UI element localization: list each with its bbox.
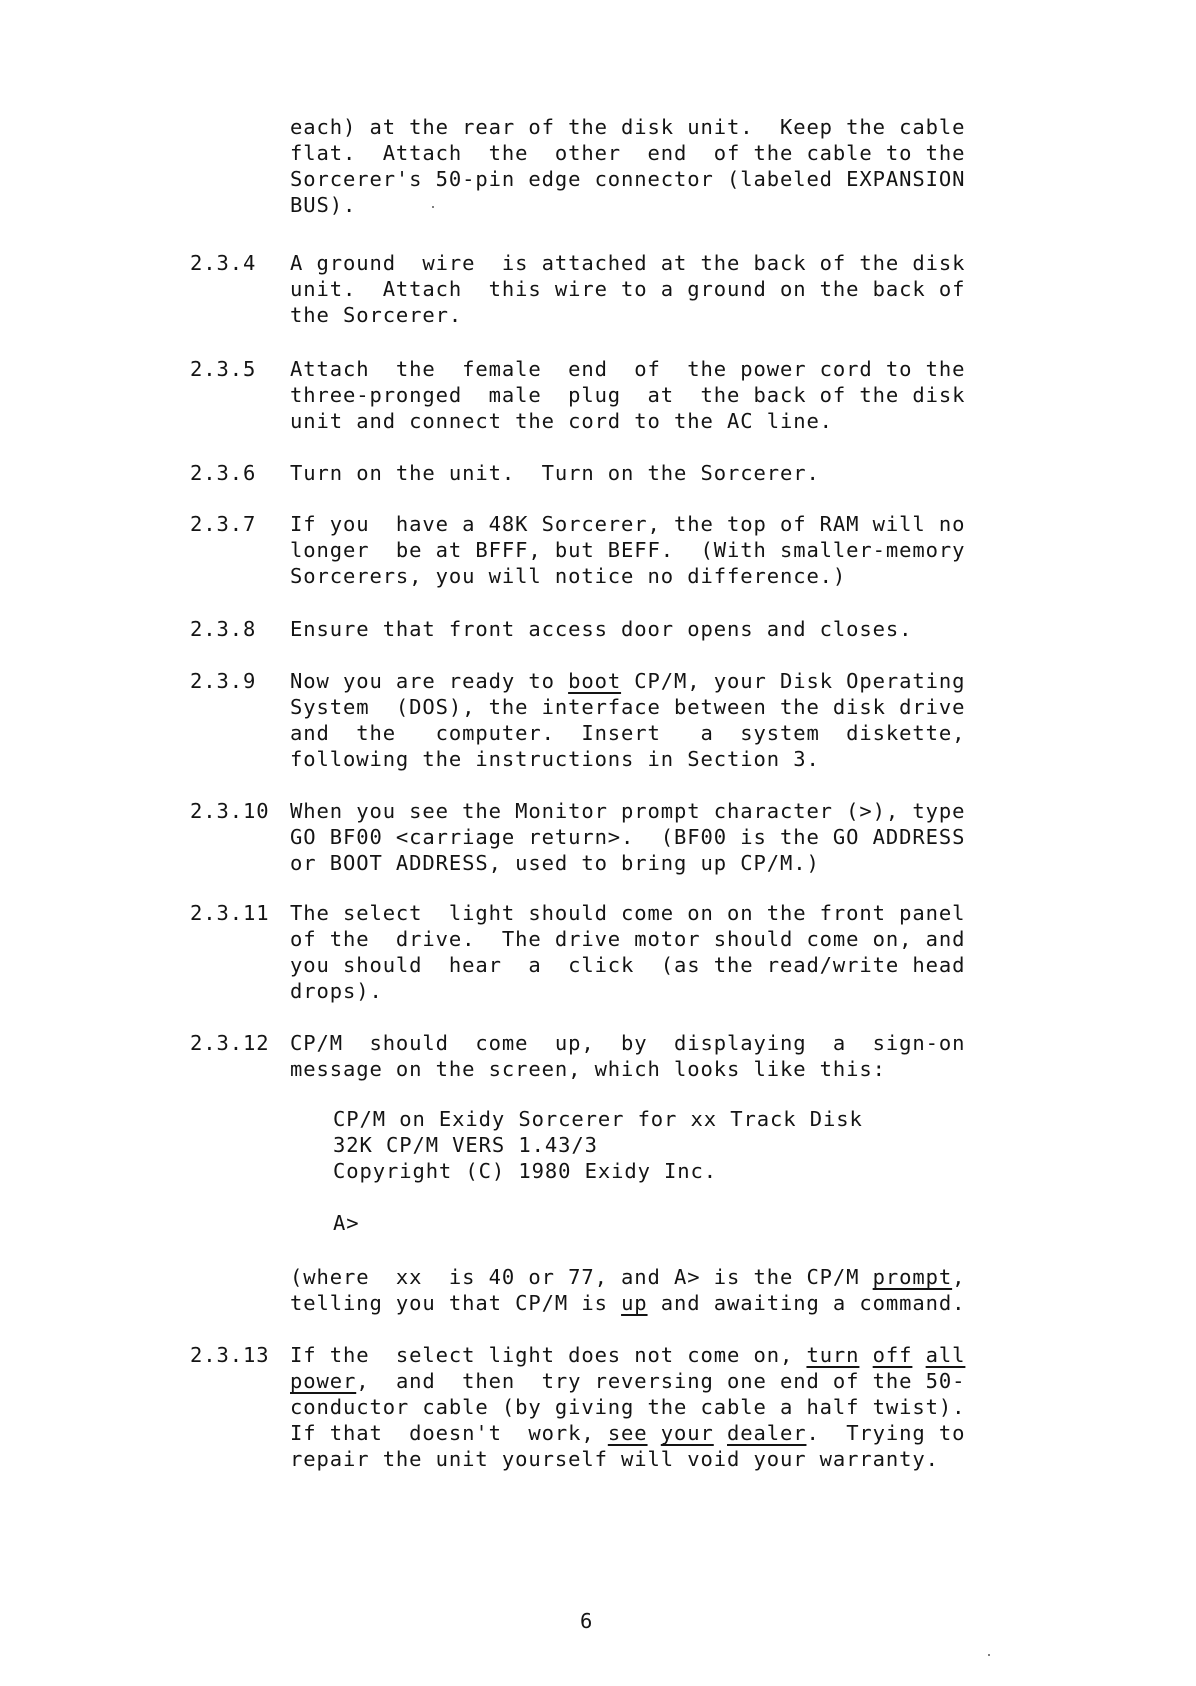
underlined-term: dealer bbox=[727, 1421, 807, 1445]
section-number: 2.3.11 bbox=[190, 901, 270, 925]
underlined-term: see bbox=[607, 1421, 648, 1445]
text-line: and the computer. Insert a system diskette, bbox=[290, 721, 966, 745]
text-line: GO BF00 <carriage return>. (BF00 is the GO ADDRESS bbox=[290, 825, 966, 849]
sign-on-line: Copyright (C) 1980 Exidy Inc. bbox=[333, 1159, 718, 1183]
text-line: System (DOS), the interface between the disk drive bbox=[290, 695, 966, 719]
text-run: If that doesn't work, bbox=[290, 1421, 608, 1445]
sign-on-line: CP/M on Exidy Sorcerer for xx Track Disk bbox=[333, 1107, 863, 1131]
section-number: 2.3.7 bbox=[190, 512, 257, 536]
text-line: CP/M should come up, by displaying a sign-on bbox=[290, 1031, 966, 1055]
text-run bbox=[859, 1343, 872, 1367]
text-line: BUS). bbox=[290, 193, 357, 217]
text-line: Sorcerers, you will notice no difference.) bbox=[290, 564, 847, 588]
text-run bbox=[648, 1421, 661, 1445]
text-line: conductor cable (by giving the cable a half twist). bbox=[290, 1395, 966, 1419]
text-run: telling you that CP/M is bbox=[290, 1291, 622, 1315]
section-number: 2.3.5 bbox=[190, 357, 257, 381]
section-number: 2.3.10 bbox=[190, 799, 270, 823]
text-run: . Trying to bbox=[806, 1421, 966, 1445]
scan-speck bbox=[432, 206, 434, 208]
text-line: flat. Attach the other end of the cable to the bbox=[290, 141, 966, 165]
text-line bbox=[290, 1290, 965, 1316]
text-line: following the instructions in Section 3. bbox=[290, 747, 820, 771]
text-line: or BOOT ADDRESS, used to bring up CP/M.) bbox=[290, 851, 820, 875]
text-line: unit and connect the cord to the AC line. bbox=[290, 409, 833, 433]
section-number: 2.3.12 bbox=[190, 1031, 270, 1055]
text-run bbox=[912, 1343, 925, 1367]
text-line bbox=[290, 1264, 965, 1290]
text-line: Turn on the unit. Turn on the Sorcerer. bbox=[290, 461, 820, 485]
text-run: If the select light does not come on, bbox=[290, 1343, 807, 1367]
text-line: Attach the female end of the power cord to the bbox=[290, 357, 966, 381]
text-line: Sorcerer's 50-pin edge connector (labeled EXPANSION bbox=[290, 167, 966, 191]
text-run: CP/M, your Disk Operating bbox=[621, 669, 966, 693]
text-line: of the drive. The drive motor should come on, and bbox=[290, 927, 966, 951]
sign-on-line: 32K CP/M VERS 1.43/3 bbox=[333, 1133, 598, 1157]
text-line: you should hear a click (as the read/write head bbox=[290, 953, 966, 977]
underlined-term: off bbox=[872, 1343, 913, 1367]
text-line: longer be at BFFF, but BEFF. (With smaller-memory bbox=[290, 538, 966, 562]
text-run: Now you are ready to bbox=[290, 669, 569, 693]
text-line: repair the unit yourself will void your warranty. bbox=[290, 1447, 939, 1471]
page-number: 6 bbox=[580, 1609, 594, 1633]
text-run: and awaiting a command. bbox=[647, 1291, 966, 1315]
section-number: 2.3.9 bbox=[190, 669, 257, 693]
text-run: , bbox=[952, 1265, 966, 1289]
text-line: A ground wire is attached at the back of the disk bbox=[290, 251, 966, 275]
scan-speck bbox=[988, 1654, 990, 1656]
text-run bbox=[714, 1421, 727, 1445]
section-number: 2.3.8 bbox=[190, 617, 257, 641]
text-run: , and then try reversing one end of the 50- bbox=[356, 1369, 966, 1393]
text-line: drops). bbox=[290, 979, 383, 1003]
text-line: three-pronged male plug at the back of the disk bbox=[290, 383, 966, 407]
text-line: each) at the rear of the disk unit. Keep the cable bbox=[290, 115, 966, 139]
text-line bbox=[290, 1342, 965, 1368]
text-line: The select light should come on on the front panel bbox=[290, 901, 966, 925]
text-line: message on the screen, which looks like this: bbox=[290, 1057, 886, 1081]
text-line: Ensure that front access door opens and closes. bbox=[290, 617, 913, 641]
text-line bbox=[290, 668, 965, 694]
underlined-term: up bbox=[621, 1291, 648, 1315]
section-number: 2.3.4 bbox=[190, 251, 257, 275]
text-line: unit. Attach this wire to a ground on the back of bbox=[290, 277, 966, 301]
section-number: 2.3.13 bbox=[190, 1343, 270, 1367]
text-line: When you see the Monitor prompt character (>), type bbox=[290, 799, 966, 823]
text-line bbox=[290, 1420, 965, 1446]
cpm-prompt: A> bbox=[333, 1211, 360, 1235]
underlined-term: turn bbox=[806, 1343, 860, 1367]
text-line: the Sorcerer. bbox=[290, 303, 463, 327]
underlined-term: boot bbox=[568, 669, 622, 693]
text-line: If you have a 48K Sorcerer, the top of RAM will no bbox=[290, 512, 966, 536]
underlined-term: prompt bbox=[872, 1265, 953, 1289]
underlined-term: your bbox=[660, 1421, 714, 1445]
underlined-term: power bbox=[290, 1369, 357, 1393]
underlined-term: all bbox=[925, 1343, 966, 1367]
text-line bbox=[290, 1368, 965, 1394]
text-run: (where xx is 40 or 77, and A> is the CP/M bbox=[290, 1265, 873, 1289]
section-number: 2.3.6 bbox=[190, 461, 257, 485]
